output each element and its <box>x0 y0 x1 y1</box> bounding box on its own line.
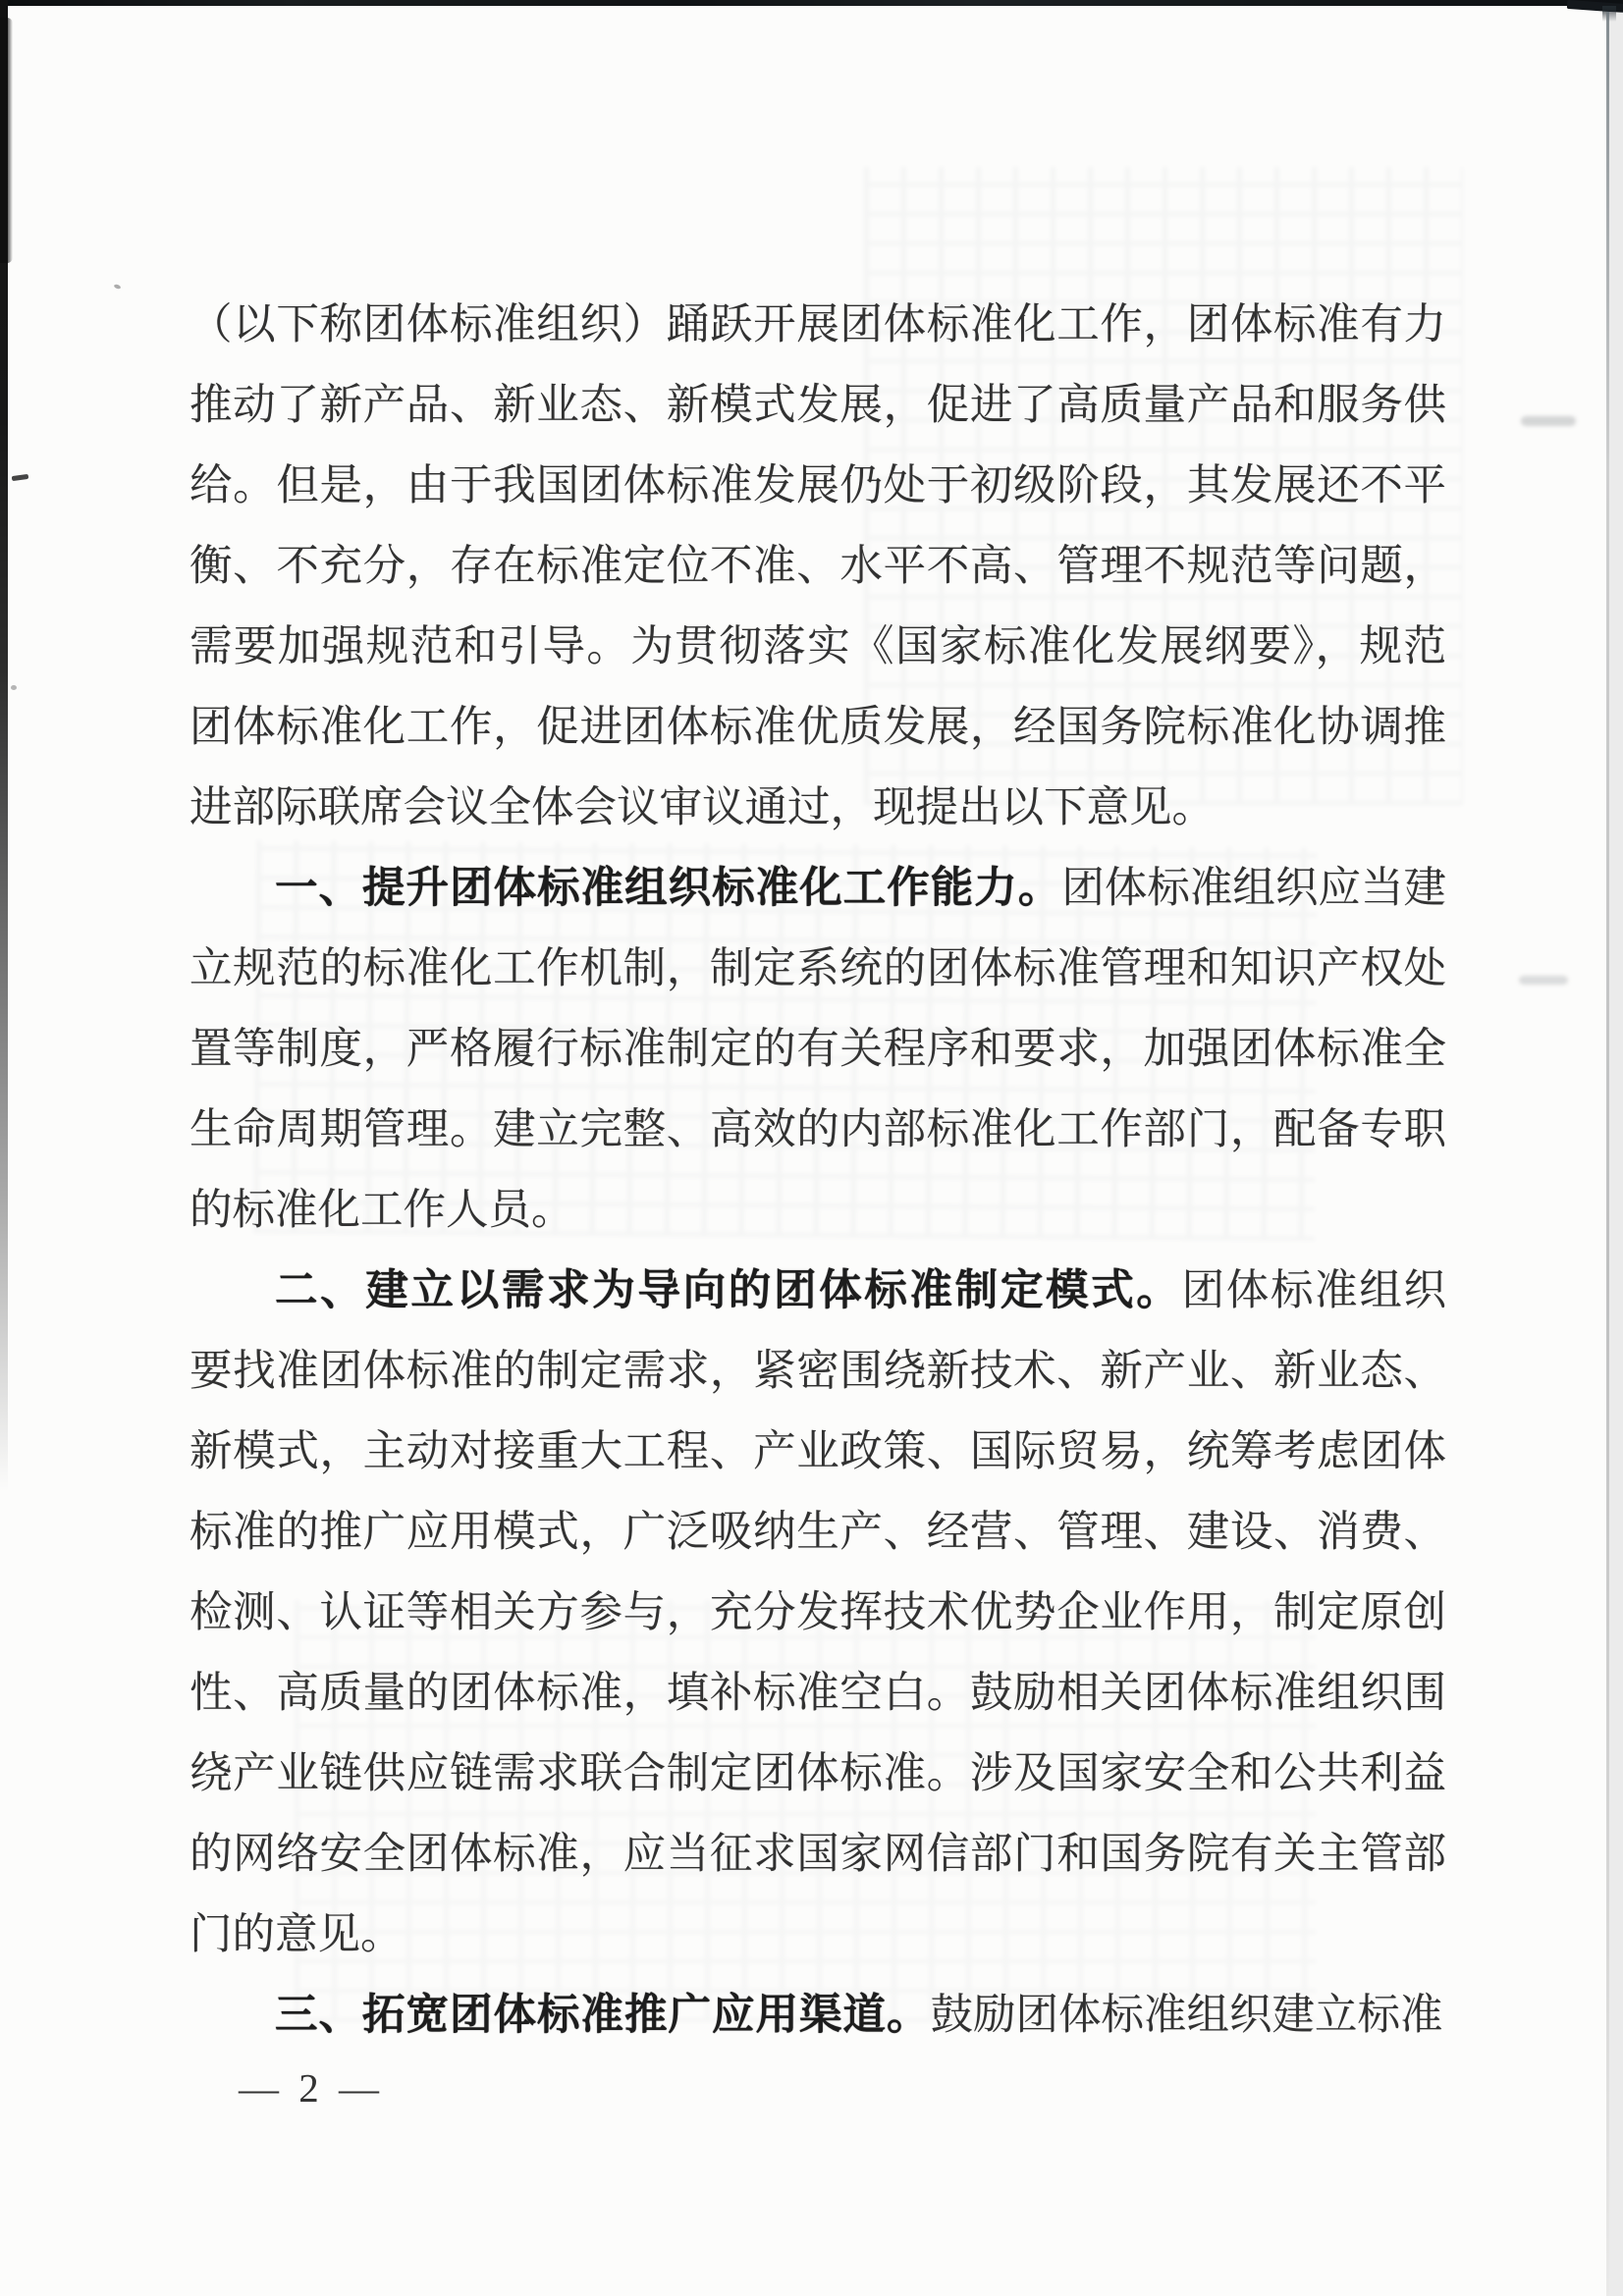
paragraph-item-2 <box>189 1251 1446 1975</box>
scan-edge-left-blob <box>0 18 13 263</box>
paragraph-item-3 <box>189 1975 1446 2056</box>
paragraph-item-1 <box>189 848 1446 1251</box>
scan-smudge-2 <box>1519 976 1568 985</box>
scan-mark-speck <box>114 284 122 290</box>
paragraph-text: 团体标准组织应当建立规范的标准化工作机制，制定系统的团体标准管理和知识产权处置等制度，严格履行标准制定的有关程序和要求，加强团体标准全生命周期管理。建立完整、高效的内部标准化工作部门，配备专职的标准化工作人员。 <box>189 865 1447 1234</box>
scan-edge-right-band <box>1609 12 1623 2296</box>
paragraph-continuation <box>189 285 1446 848</box>
scan-edge-right-line <box>1606 12 1609 2296</box>
scan-mark-dash <box>12 474 29 481</box>
paragraph-heading: 二、建立以需求为导向的团体标准制定模式。 <box>275 1267 1182 1314</box>
paragraph-text: 鼓励团体标准组织建立标准 <box>930 1992 1443 2039</box>
scan-smudge-1 <box>1521 416 1576 426</box>
paragraph-heading: 三、拓宽团体标准推广应用渠道。 <box>275 1992 931 2039</box>
paragraph-text: 团体标准组织要找准团体标准的制定需求，紧密围绕新技术、新产业、新业态、新模式，主动对接重大工程、产业政策、国际贸易，统筹考虑团体标准的推广应用模式，广泛吸纳生产、经营、管理、建设、消费、检测、认证等相关方参与，充分发挥技术优势企业作用，制定原创性、高质量的团体标准，填补标准空白。鼓励相关团体标准组织围绕产业链供应链需求联合制定团体标准。涉及国家安全和公共利益的网络安全团体标准，应当征求国家网信部门和国务院有关主管部门的意见。 <box>189 1267 1447 1958</box>
document-body <box>189 285 1446 2056</box>
scan-edge-top <box>0 0 1623 6</box>
page-number: — 2 — <box>239 2065 384 2110</box>
paragraph-text: （以下称团体标准组织）踊跃开展团体标准化工作，团体标准有力推动了新产品、新业态、新模式发展，促进了高质量产品和服务供给。但是，由于我国团体标准发展仍处于初级阶段，其发展还不平衡、不充分，存在标准定位不准、水平不高、管理不规范等问题，需要加强规范和引导。为贯彻落实《国家标准化发展纲要》，规范团体标准化工作，促进团体标准优质发展，经国务院标准化协调推进部际联席会议全体会议审议通过，现提出以下意见。 <box>189 301 1446 831</box>
paragraph-heading: 一、提升团体标准组织标准化工作能力。 <box>275 865 1062 912</box>
scan-mark-dot <box>11 685 17 690</box>
